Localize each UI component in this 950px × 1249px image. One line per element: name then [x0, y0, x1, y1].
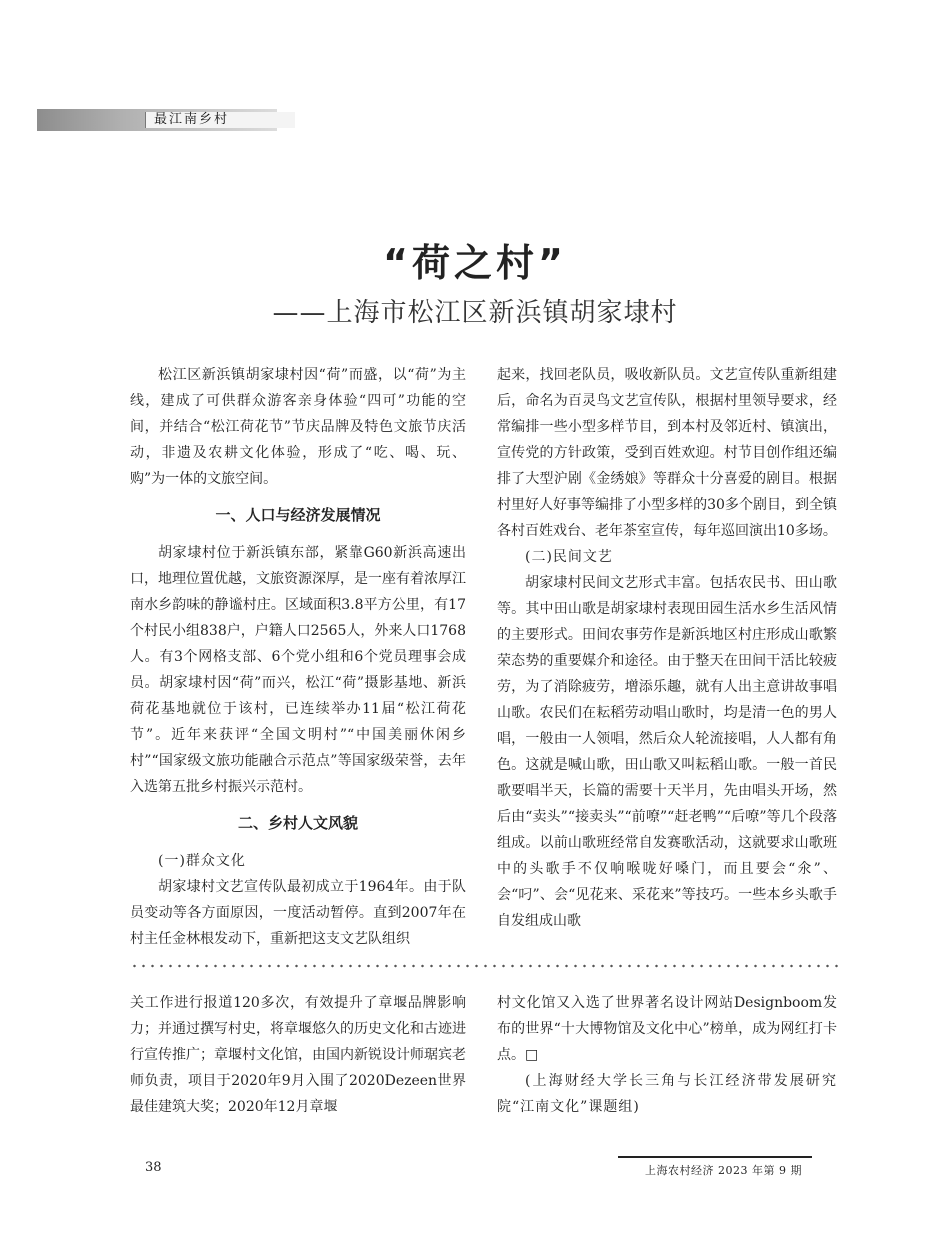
section-heading-population: 一、人口与经济发展情况 — [215, 506, 381, 524]
article-subtitle: ——上海市松江区新浜镇胡家埭村 — [272, 298, 678, 328]
journal-issue: 上海农村经济 2023 年第 9 期 — [645, 1164, 802, 1177]
folk-art-paragraph: 胡家埭村民间文艺形式丰富。包括农民书、田山歌等。其中田山歌是胡家埭村表现田园生活水乡生活风情的主要形式。田间农事劳作是新浜地区村庄形成山歌繁荣态势的重要媒介和途径。由于整天在田间干活比较疲劳，为了消除疲劳，增添乐趣，就有人出主意讲故事唱山歌。农民们在耘稻劳动唱山歌时，均是清一色的男人唱，一般由一人领唱，然后众人轮流接唱，人人都有角色。这就是喊山歌，田山歌又叫耘稻山歌。一般一首民歌要唱半天，长篇的需要十天半月，先由唱头开场，然后由“卖头”“接卖头”“前嘹”“赶老鸭”“后嘹”等几个段落组成。以前山歌班经常自发赛歌活动，这就要求山歌班中的头歌手不仅响喉咙好嗓门，而且要会“氽”、会“叼”、会“见花来、采花来”等技巧。一些本乡头歌手自发组成山歌 — [497, 575, 837, 929]
lower-right-column — [497, 990, 837, 1120]
subheading-folk-art: (二)民间文艺 — [525, 549, 613, 565]
subheading-mass-culture: (一)群众文化 — [158, 853, 246, 869]
page-number: 38 — [145, 1160, 162, 1175]
footer-rule — [618, 1156, 812, 1158]
section-label: 最江南乡村 — [145, 112, 295, 128]
article-title: “荷之村” — [383, 241, 567, 285]
lower-left-column — [130, 990, 466, 1120]
author-credit: (上海财经大学长三角与长江经济带发展研究院“江南文化”课题组) — [497, 1073, 837, 1115]
intro-paragraph: 松江区新浜镇胡家埭村因“荷”而盛，以“荷”为主线，建成了可供群众游客亲身体验“四可”功能的空间，并结合“松江荷花节”节庆品牌及特色文旅节庆活动，非遗及农耕文化体验，形成了“吃、喝、玩、购”为一体的文旅空间。 — [130, 367, 466, 487]
zhangyan-paragraph: 关工作进行报道120多次，有效提升了章堰品牌影响力；并通过撰写村史，将章堰悠久的历史文化和古迹进行宣传推广；章堰村文化馆，由国内新锐设计师琚宾老师负责，项目于2020年9月入围了2020Dezeen世界最佳建筑大奖；2020年12月章堰 — [130, 995, 466, 1115]
zhangyan-continued: 村文化馆又入选了世界著名设计网站Designboom发布的世界“十大博物馆及文化中心”榜单，成为网红打卡点。□ — [497, 995, 837, 1063]
left-column — [130, 362, 466, 952]
population-paragraph: 胡家埭村位于新浜镇东部，紧靠G60新浜高速出口，地理位置优越，文旅资源深厚，是一座有着浓厚江南水乡韵味的静谧村庄。区域面积3.8平方公里，有17个村民小组838户，户籍人口2565人，外来人口1768人。有3个网格支部、6个党小组和6个党员理事会成员。胡家埭村因“荷”而兴，松江“荷”摄影基地、新浜荷花基地就位于该村，已连续举办11届“松江荷花节”。近年来获评“全国文明村”“中国美丽休闲乡村”“国家级文旅功能融合示范点”等国家级荣誉，去年入选第五批乡村振兴示范村。 — [130, 545, 466, 795]
dotted-divider — [130, 963, 838, 969]
right-column — [497, 362, 837, 934]
section-header-band — [37, 109, 277, 131]
mass-culture-continued: 起来，找回老队员，吸收新队员。文艺宣传队重新组建后，命名为百灵鸟文艺宣传队，根据村里领导要求，经常编排一些小型多样节目，到本村及邻近村、镇演出，宣传党的方针政策，受到百姓欢迎。村节目创作组还编排了大型沪剧《金绣娘》等群众十分喜爱的剧目。根据村里好人好事等编排了小型多样的30多个剧目，到全镇各村百姓戏台、老年茶室宣传，每年巡回演出10多场。 — [497, 367, 837, 539]
mass-culture-paragraph: 胡家埭村文艺宣传队最初成立于1964年。由于队员变动等各方面原因，一度活动暂停。直到2007年在村主任金林根发动下，重新把这支文艺队组织 — [130, 879, 466, 947]
section-heading-culture: 二、乡村人文风貌 — [237, 814, 358, 832]
